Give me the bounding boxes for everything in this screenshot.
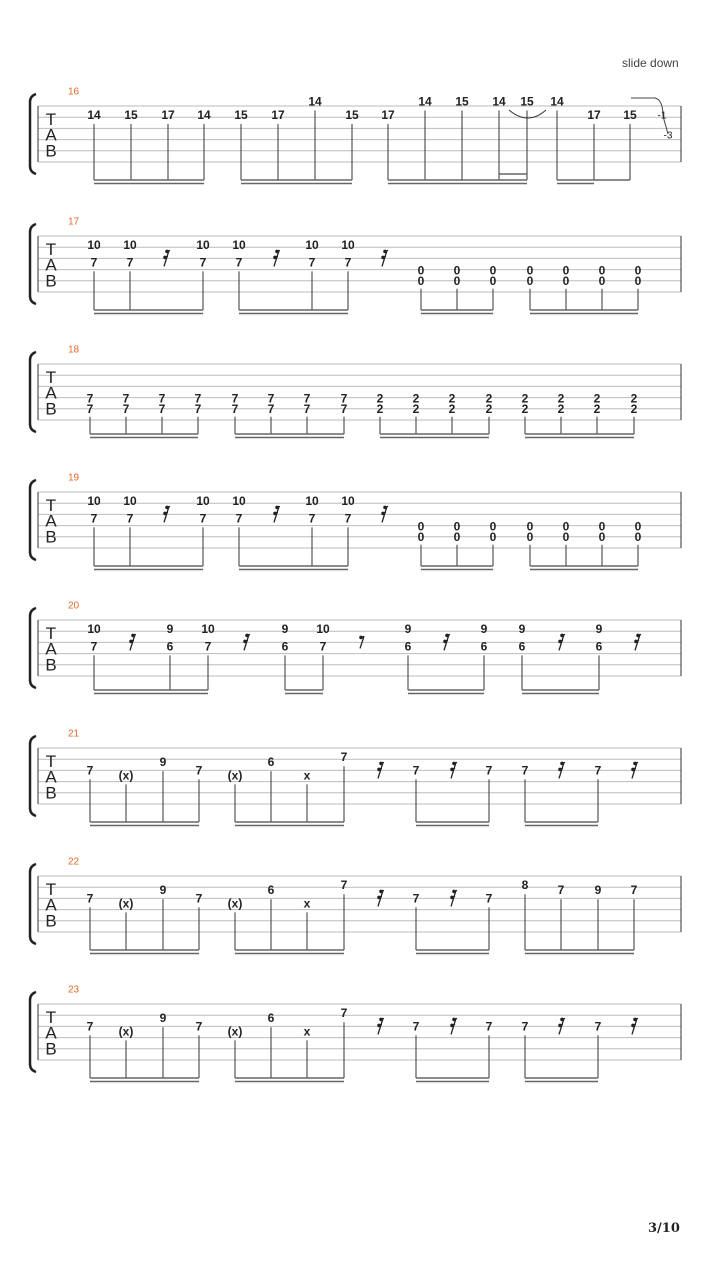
tab-clef-t: T [45, 751, 57, 771]
fret-number: 0 [562, 529, 570, 544]
fret-number: 10 [232, 494, 246, 509]
tab-clef-a: A [45, 639, 57, 659]
fret-number: 7 [303, 401, 311, 416]
fret-number: 10 [196, 494, 210, 509]
fret-number: 0 [453, 263, 461, 278]
fret-number: 7 [557, 883, 565, 898]
tab-clef-a: A [45, 1023, 57, 1043]
tab-clef-t: T [45, 879, 57, 899]
fret-number: 10 [232, 238, 246, 253]
fret-number: 14 [418, 94, 432, 109]
fret-number: 7 [158, 391, 166, 406]
fret-number: 0 [562, 273, 570, 288]
fret-number: 7 [340, 750, 348, 765]
fret-number: x [303, 896, 311, 911]
fret-number: 2 [593, 391, 601, 406]
fret-number: 7 [340, 878, 348, 893]
fret-number: 2 [630, 391, 638, 406]
fret-number: (x) [227, 1024, 243, 1039]
fret-number: 7 [126, 511, 134, 526]
tab-clef-t: T [45, 623, 57, 643]
fret-number: 0 [634, 273, 642, 288]
fret-number: 0 [489, 519, 497, 534]
tab-clef-t: T [45, 239, 57, 259]
fret-number: 7 [86, 401, 94, 416]
tab-clef-t: T [45, 367, 57, 387]
measure-number: 23 [68, 984, 80, 996]
fret-number: 9 [595, 622, 603, 637]
fret-number: 7 [90, 255, 98, 270]
fret-number: 7 [194, 391, 202, 406]
measure-number: 16 [68, 86, 80, 98]
fret-number: 2 [448, 391, 456, 406]
fret-number: 6 [267, 883, 275, 898]
fret-number: (x) [118, 768, 134, 783]
system-bracket [30, 864, 36, 944]
fret-number: 10 [87, 494, 101, 509]
fret-number: 7 [594, 1019, 602, 1034]
slide-down-annotation: slide down [622, 56, 679, 70]
fret-number: 15 [345, 107, 359, 122]
fret-number: 7 [158, 401, 166, 416]
fret-number: 7 [340, 401, 348, 416]
fret-number: 6 [480, 639, 488, 654]
fret-number: 10 [123, 238, 137, 253]
tab-clef-b: B [45, 399, 57, 419]
fret-number: 7 [195, 891, 203, 906]
tab-clef-a: A [45, 125, 57, 145]
fret-number: 7 [319, 639, 327, 654]
fret-number: 14 [492, 94, 506, 109]
fret-number: 7 [126, 255, 134, 270]
fret-number: 2 [412, 391, 420, 406]
fret-number: 2 [485, 401, 493, 416]
fret-number: 14 [308, 94, 322, 109]
fret-number: 7 [267, 401, 275, 416]
fret-number: 17 [381, 107, 395, 122]
fret-number: 9 [281, 622, 289, 637]
system-bracket [30, 992, 36, 1072]
tab-clef-t: T [45, 495, 57, 515]
fret-number: 2 [376, 401, 384, 416]
fret-number: 7 [412, 891, 420, 906]
system-bracket [30, 736, 36, 816]
fret-number: 7 [122, 401, 130, 416]
fret-number: 7 [204, 639, 212, 654]
fret-number: 10 [305, 494, 319, 509]
fret-number: 9 [159, 1011, 167, 1026]
fret-number: 7 [303, 391, 311, 406]
fret-number: 6 [518, 639, 526, 654]
fret-number: 14 [87, 107, 101, 122]
fret-number: 6 [267, 1011, 275, 1026]
fret-number: 7 [195, 763, 203, 778]
fret-number: 7 [90, 511, 98, 526]
fret-number: 7 [344, 255, 352, 270]
tab-clef-b: B [45, 1039, 57, 1059]
measure-number: 22 [68, 856, 80, 868]
fret-number: 7 [235, 511, 243, 526]
fret-number: (x) [227, 768, 243, 783]
fret-number: 17 [271, 107, 285, 122]
tab-clef-b: B [45, 141, 57, 161]
fret-number: 2 [557, 401, 565, 416]
fret-number: (x) [118, 1024, 134, 1039]
tab-clef-b: B [45, 911, 57, 931]
fret-number: 10 [201, 622, 215, 637]
fret-number: 8 [521, 878, 529, 893]
fret-number: 2 [521, 391, 529, 406]
fret-number: 0 [453, 273, 461, 288]
tab-clef-t: T [45, 109, 57, 129]
fret-number: 0 [526, 273, 534, 288]
fret-number: 10 [87, 622, 101, 637]
tab-clef-b: B [45, 655, 57, 675]
fret-number: 7 [231, 391, 239, 406]
fret-number: (x) [227, 896, 243, 911]
fret-number: 7 [412, 763, 420, 778]
system-bracket [30, 608, 36, 688]
fret-number: 0 [489, 273, 497, 288]
fret-number: 9 [159, 755, 167, 770]
fret-number: 10 [341, 238, 355, 253]
fret-number: 7 [485, 891, 493, 906]
fret-number: x [303, 1024, 311, 1039]
fret-number: 0 [562, 263, 570, 278]
fret-number: 6 [267, 755, 275, 770]
page-number: 3/10 [648, 1221, 680, 1236]
fret-number: 0 [453, 519, 461, 534]
fret-number: 7 [235, 255, 243, 270]
tab-clef-a: A [45, 511, 57, 531]
tab-clef-a: A [45, 383, 57, 403]
fret-number: 7 [340, 391, 348, 406]
system-bracket [30, 352, 36, 432]
fret-number: 15 [234, 107, 248, 122]
fret-number: 0 [634, 529, 642, 544]
fret-number: 14 [197, 107, 211, 122]
fret-number: 7 [412, 1019, 420, 1034]
fret-number: 2 [448, 401, 456, 416]
fret-number: 7 [344, 511, 352, 526]
fret-number: 10 [196, 238, 210, 253]
fret-number: 0 [598, 263, 606, 278]
fret-number: 7 [86, 391, 94, 406]
fret-number: 2 [412, 401, 420, 416]
tab-clef-a: A [45, 767, 57, 787]
fret-number: 0 [634, 263, 642, 278]
system-bracket [30, 94, 36, 174]
fret-number: 15 [623, 107, 637, 122]
fret-number: 9 [518, 622, 526, 637]
measure-number: 20 [68, 600, 80, 612]
fret-number: 7 [199, 255, 207, 270]
tab-clef-b: B [45, 783, 57, 803]
fret-number: 0 [598, 519, 606, 534]
fret-number: 7 [86, 763, 94, 778]
fret-number: 9 [159, 883, 167, 898]
fret-number: 0 [526, 519, 534, 534]
fret-number: 2 [376, 391, 384, 406]
fret-number: 2 [630, 401, 638, 416]
fret-number: 2 [485, 391, 493, 406]
fret-number: 2 [557, 391, 565, 406]
fret-number: 17 [161, 107, 175, 122]
fret-number: 7 [340, 1006, 348, 1021]
fret-number: 7 [521, 1019, 529, 1034]
fret-number: 0 [634, 519, 642, 534]
system-bracket [30, 480, 36, 560]
measure-number: 18 [68, 344, 80, 356]
fret-number: 0 [453, 529, 461, 544]
fret-number: 7 [308, 511, 316, 526]
fret-number: 6 [595, 639, 603, 654]
fret-number: 7 [86, 891, 94, 906]
fret-number: 0 [417, 529, 425, 544]
fret-number: 7 [308, 255, 316, 270]
fret-number: 2 [521, 401, 529, 416]
measure-number: 17 [68, 216, 80, 228]
fret-number: 6 [166, 639, 174, 654]
fret-number: 10 [305, 238, 319, 253]
fret-number: 7 [86, 1019, 94, 1034]
fret-number: 10 [123, 494, 137, 509]
fret-number: 9 [404, 622, 412, 637]
tab-clef-b: B [45, 271, 57, 291]
fret-number: 7 [267, 391, 275, 406]
fret-number: 7 [521, 763, 529, 778]
system-bracket [30, 224, 36, 304]
fret-number: 0 [598, 273, 606, 288]
fret-number: 0 [417, 263, 425, 278]
fret-number: 7 [594, 763, 602, 778]
tab-clef-t: T [45, 1007, 57, 1027]
fret-number: 0 [489, 263, 497, 278]
fret-number: 0 [562, 519, 570, 534]
fret-number: 0 [526, 529, 534, 544]
fret-number: 10 [316, 622, 330, 637]
tab-clef-a: A [45, 895, 57, 915]
fret-number: 6 [281, 639, 289, 654]
fret-number: 7 [122, 391, 130, 406]
fret-number: 7 [485, 1019, 493, 1034]
slide-label: -1 [657, 110, 667, 122]
fret-number: 0 [417, 519, 425, 534]
fret-number: 0 [526, 263, 534, 278]
fret-number: 0 [598, 529, 606, 544]
fret-number: 7 [630, 883, 638, 898]
fret-number: 7 [90, 639, 98, 654]
fret-number: 10 [87, 238, 101, 253]
slide-label: -3 [663, 130, 673, 142]
fret-number: 9 [480, 622, 488, 637]
fret-number: 15 [455, 94, 469, 109]
fret-number: 7 [485, 763, 493, 778]
fret-number: 14 [550, 94, 564, 109]
fret-number: 0 [489, 529, 497, 544]
fret-number: 9 [166, 622, 174, 637]
fret-number: 9 [594, 883, 602, 898]
fret-number: 7 [231, 401, 239, 416]
tab-clef-b: B [45, 527, 57, 547]
fret-number: 15 [124, 107, 138, 122]
fret-number: 0 [417, 273, 425, 288]
fret-number: 6 [404, 639, 412, 654]
fret-number: 10 [341, 494, 355, 509]
fret-number: 15 [520, 94, 534, 109]
fret-number: 7 [195, 1019, 203, 1034]
measure-number: 21 [68, 728, 80, 740]
fret-number: (x) [118, 896, 134, 911]
measure-number: 19 [68, 472, 80, 484]
tab-clef-a: A [45, 255, 57, 275]
fret-number: 7 [194, 401, 202, 416]
fret-number: 2 [593, 401, 601, 416]
fret-number: x [303, 768, 311, 783]
fret-number: 17 [587, 107, 601, 122]
fret-number: 7 [199, 511, 207, 526]
